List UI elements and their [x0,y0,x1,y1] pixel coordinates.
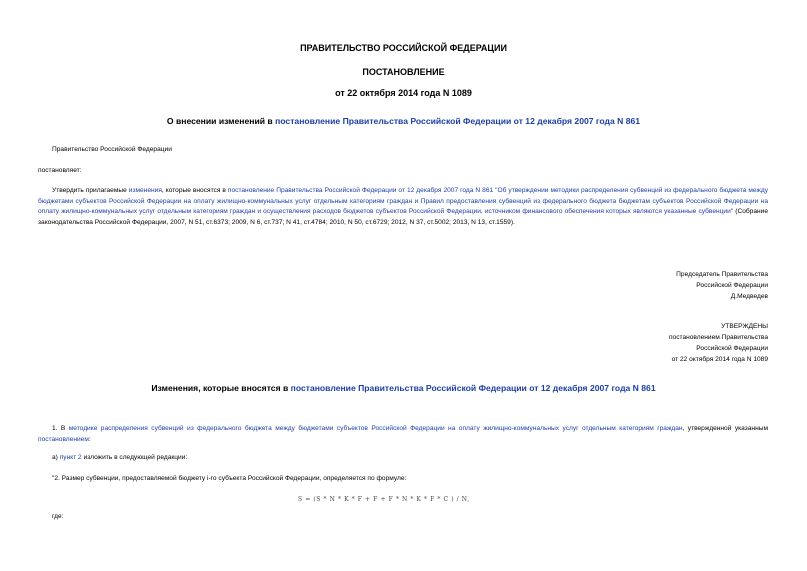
item1-text-c: : [88,435,91,443]
formula-image: S = (S * N * K * F + F + F * N * K * F * C ) / N, [298,496,470,503]
signature-country: Российской Федерации [696,282,768,289]
item1-text-a: 1. В [52,425,69,432]
approved-line-4: от 22 октября 2014 года N 1089 [671,356,768,363]
changes-title-link[interactable]: постановление Правительства Российской Федерации от 12 декабря 2007 года N 861 [290,383,656,393]
where-text: где: [52,513,64,520]
p1-text-b: , которые вносятся в [161,187,228,194]
approved-block [669,321,768,365]
changes-title [0,383,807,393]
point-2-link[interactable]: пункт 2 [59,454,82,461]
doc-type-heading: ПОСТАНОВЛЕНИЕ [362,67,445,77]
document-title [0,116,807,126]
signature-name: Д.Медведев [730,293,768,300]
item-1 [38,424,768,445]
methodology-link[interactable]: методике распределения субвенций из федерального бюджета между бюджетами субъектов Российской Федерации на оплату жилищно-коммунальных услуг отдельным категориям граждан [68,425,683,432]
approved-line-3: Российской Федерации [696,345,768,352]
signature-block [676,269,768,302]
approved-line-2: постановлением Правительства [668,334,768,341]
resolution-link[interactable]: постановлением [38,435,89,443]
p1-text-c: (Собрание законодательства Российской Федерации, 2007, N 51, ст.6373; 2009, N 6, ст.737; N 41, ст.4784; 2010, N 50, ст.6729; 2012, N 37, ст.5002; 2013, N 13, ст.1559). [38,208,768,226]
date-number-heading: от 22 октября 2014 года N 1089 [335,88,472,98]
paragraph-1 [38,186,768,228]
subitem-a [52,453,187,464]
issuer-text: Правительство Российской Федерации [52,146,172,153]
resolves-text: постановляет: [38,167,82,174]
government-heading: ПРАВИТЕЛЬСТВО РОССИЙСКОЙ ФЕДЕРАЦИИ [300,43,507,53]
changes-title-prefix: Изменения, которые вносятся в [151,383,291,393]
point-2-text: "2. Размер субвенции, предоставляемой бюджету i-го субъекта Российской Федерации, определяется по формуле: [52,475,407,482]
approved-label: УТВЕРЖДЕНЫ [721,323,768,330]
subitem-a-prefix: а) [52,454,60,461]
signature-position: Председатель Правительства [676,271,768,278]
title-link[interactable]: постановление Правительства Российской Федерации от 12 декабря 2007 года N 861 [275,116,641,126]
item1-text-b: , утвержденной указанным [682,425,768,432]
subitem-a-text: изложить в следующей редакции: [81,454,188,461]
title-prefix: О внесении изменений в [166,116,276,126]
changes-link[interactable]: изменения [128,187,162,194]
p1-text-a: Утвердить прилагаемые [52,187,129,194]
resolution-861-link[interactable]: постановление Правительства Российской Федерации от 12 декабря 2007 года N 861 "Об утверждении методики распределения субвенций из федерального бюджета между бюджетами субъектов Российской Федерации на оплату жилищно-коммунальных услуг отдельным категориям граждан и Правил предоставления субвенций из федерального бюджета бюджетам субъектов Российской Федерации на оплату жилищно-коммунальных услуг отдельным категориям граждан и осуществления расходов бюджетов субъектов Российской Федерации, источником финансового обеспечения которых являются указанные субвенции" [38,187,768,216]
